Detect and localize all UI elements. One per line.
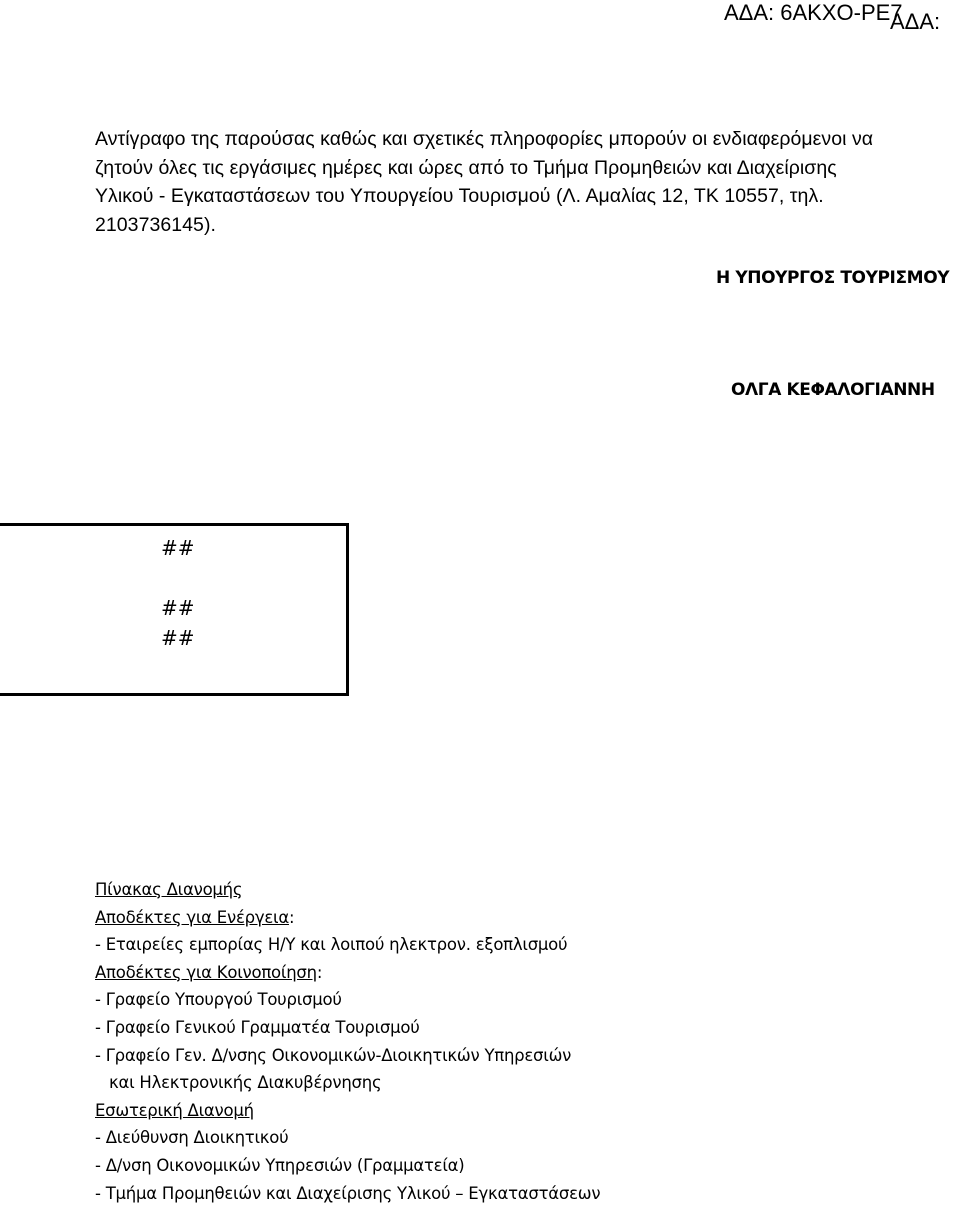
notify-recipient-item-continued: και Ηλεκτρονικής Διακυβέρνησης [109, 1073, 382, 1093]
colon: : [288, 907, 295, 927]
notify-recipient-item: - Γραφείο Γεν. Δ/νσης Οικονομικών-Διοικητικών Υπηρεσιών [95, 1045, 572, 1065]
minister-title: Η ΥΠΟΥΡΓΟΣ ΤΟΥΡΙΣΜΟΥ [716, 268, 950, 288]
ada-overlay-label: ΑΔΑ: [890, 9, 941, 34]
action-label-text: Αποδέκτες για Ενέργεια [95, 907, 289, 927]
notice-line: 2103736145). [95, 213, 216, 236]
notice-line: Υλικού - Εγκαταστάσεων του Υπουργείου Τουρισμού (Λ. Αμαλίας 12, ΤΚ 10557, τηλ. [95, 185, 824, 207]
internal-recipient-item: - Τμήμα Προμηθειών και Διαχείρισης Υλικού – Εγκαταστάσεων [95, 1183, 601, 1203]
distribution-heading: Πίνακας Διανομής [95, 880, 243, 899]
stamp-mark: ## [161, 596, 195, 620]
notify-recipient-item: - Γραφείο Γενικού Γραμματέα Τουρισμού [95, 1017, 420, 1037]
colon: : [316, 962, 323, 982]
notify-recipients-label [95, 959, 600, 987]
stamp-mark: ## [161, 536, 195, 560]
notify-label-text: Αποδέκτες για Κοινοποίηση [95, 962, 317, 982]
distribution-list [95, 876, 600, 1207]
internal-recipient-item: - Διεύθυνση Διοικητικού [95, 1128, 289, 1148]
notice-line: ζητούν όλες τις εργάσιμες ημέρες και ώρες από το Τμήμα Προμηθειών και Διαχείρισης [95, 156, 837, 179]
minister-name: ΟΛΓΑ ΚΕΦΑΛΟΓΙΑΝΝΗ [731, 380, 935, 400]
ada-code: ΑΔΑ: 6ΑΚΧΟ-ΡΕ7 [724, 0, 903, 25]
action-recipients-label [95, 904, 600, 932]
internal-distribution-label: Εσωτερική Διανομή [95, 1100, 254, 1120]
notice-paragraph [95, 125, 935, 239]
notify-recipient-item: - Γραφείο Υπουργού Τουρισμού [95, 990, 342, 1010]
action-recipient-item: - Εταιρείες εμπορίας Η/Υ και λοιπού ηλεκτρον. εξοπλισμού [95, 935, 568, 955]
notice-line: Αντίγραφο της παρούσας καθώς και σχετικές πληροφορίες μπορούν οι ενδιαφερόμενοι να [95, 128, 874, 150]
stamp-mark: ## [161, 626, 195, 650]
internal-recipient-item: - Δ/νση Οικονομικών Υπηρεσιών (Γραμματεία) [95, 1155, 465, 1175]
